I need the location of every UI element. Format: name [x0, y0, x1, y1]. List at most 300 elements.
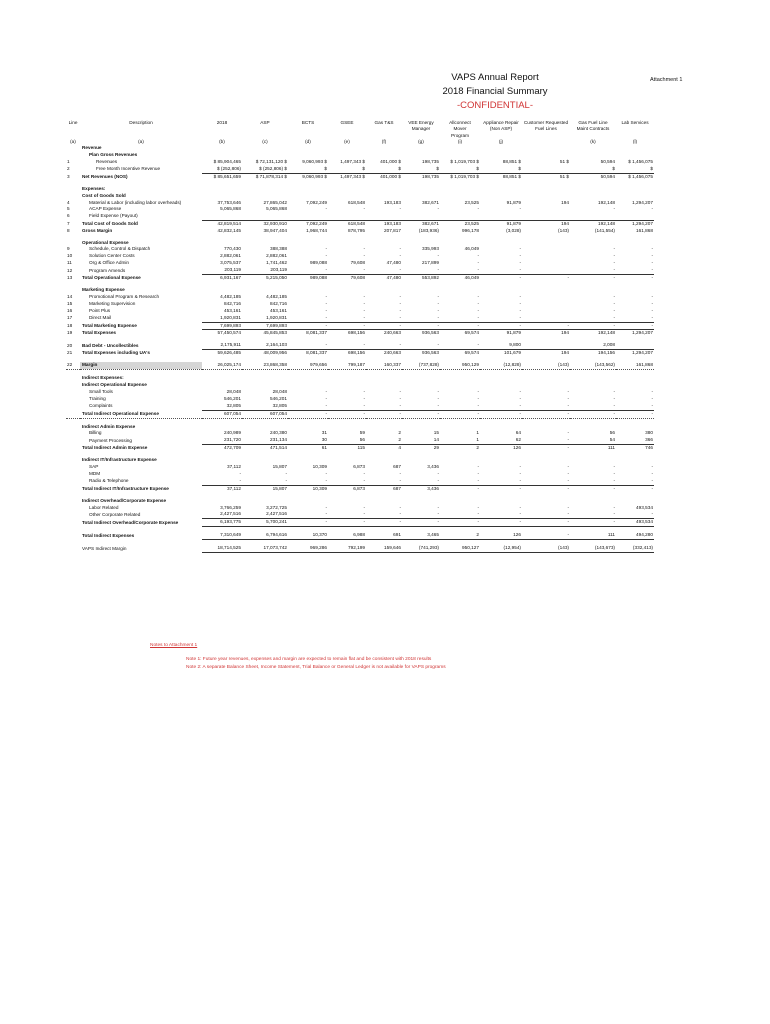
cell-asp: 38,947,404: [263, 227, 287, 233]
cell-customer-requested-fuel-lines: [522, 145, 570, 152]
cell-gsee: -: [363, 246, 365, 252]
cell-gsee: 618,548: [348, 220, 365, 226]
cell-bcts: -: [325, 388, 327, 394]
cell-customer-requested-fuel-lines: [522, 253, 570, 260]
cell-vee-energy-manager: -: [402, 519, 440, 527]
line-number: [66, 145, 80, 152]
cell-gas-fuel-line-maint: 50,594: [600, 159, 615, 164]
cell-2018: [202, 193, 242, 200]
cell-customer-requested-fuel-lines: [522, 166, 570, 173]
cell-gas-fuel-line-maint: -: [613, 485, 615, 491]
cell-vee-energy-manager: 198,735: [422, 159, 439, 164]
cell-appliance-repair: -: [480, 403, 522, 410]
cell-lab-services: -: [616, 478, 654, 485]
table-row: [66, 213, 654, 220]
cell-allconnect-mover-program: -: [477, 388, 479, 394]
row-description: Billing: [89, 430, 102, 436]
cell-vee-energy-manager: [402, 424, 440, 431]
table-row: [66, 287, 654, 294]
row-description: SAP: [89, 464, 99, 470]
cell-gas-fuel-line-maint: [570, 145, 616, 152]
cell-asp: 15,807: [272, 464, 287, 470]
cell-customer-requested-fuel-lines: -: [522, 478, 570, 485]
cell-gas-fuel-line-maint: (143,562): [570, 362, 616, 369]
cell-lab-services: 1,294,207: [632, 220, 653, 226]
cell-gsee: [328, 375, 366, 382]
table-row: [66, 375, 654, 382]
table-row: [66, 315, 654, 322]
table-row: [66, 246, 654, 253]
cell-allconnect-mover-program: -: [477, 206, 479, 212]
cell-lab-services: [616, 186, 654, 193]
cell-gas-ts: [366, 152, 402, 159]
cell-2018: [202, 382, 242, 389]
row-description: Total Expenses including UA's: [82, 350, 150, 356]
cell-allconnect-mover-program: $ 1,019,703 $: [450, 173, 479, 179]
line-number: [66, 505, 80, 512]
cell-lab-services: [616, 457, 654, 464]
cell-bcts: -: [325, 246, 327, 252]
cell-2018: 4,482,185: [220, 293, 241, 299]
line-number: [66, 287, 80, 294]
cell-gas-fuel-line-maint: [570, 498, 616, 505]
cell-vee-energy-manager: -: [402, 315, 440, 322]
cell-vee-energy-manager: 382,671: [422, 199, 439, 205]
cell-gas-ts: -: [366, 315, 402, 322]
cell-gas-fuel-line-maint: -: [570, 519, 616, 527]
row-description: Complaints: [89, 403, 113, 409]
cell-bcts: -: [325, 504, 327, 510]
cell-2018: $ 85,651,659: [213, 173, 241, 179]
line-number: [66, 464, 80, 471]
cell-appliance-repair: -: [519, 246, 521, 252]
cell-appliance-repair: -: [519, 300, 521, 306]
cell-2018: [202, 424, 242, 431]
cell-gas-fuel-line-maint: -: [613, 504, 615, 510]
cell-2018: [202, 145, 242, 152]
cell-customer-requested-fuel-lines: -: [567, 388, 569, 394]
cell-vee-energy-manager: 217,899: [422, 260, 439, 266]
cell-vee-energy-manager: [402, 186, 440, 193]
cell-gsee: 878,795: [348, 227, 365, 233]
line-number: 2: [67, 166, 70, 172]
cell-lab-services: 161,868: [616, 362, 654, 369]
table-row: [66, 464, 654, 471]
cell-appliance-repair: 9,800: [480, 342, 522, 349]
cell-gas-ts: 47,480: [386, 275, 401, 281]
cell-2018: [202, 152, 242, 159]
cell-gas-fuel-line-maint: 192,148: [598, 199, 615, 205]
cell-asp: 5,065,868: [266, 206, 287, 212]
cell-customer-requested-fuel-lines: [522, 206, 570, 213]
cell-bcts: 7,092,249: [306, 220, 327, 226]
cell-gas-ts: [366, 213, 402, 220]
cell-customer-requested-fuel-lines: [522, 301, 570, 308]
row-description: Total Expenses: [82, 330, 117, 336]
cell-gas-ts: -: [399, 388, 401, 394]
cell-bcts: -: [325, 293, 327, 299]
cell-gas-ts: 2: [398, 430, 401, 436]
cell-2018: 546,201: [224, 395, 241, 401]
row-description: Total Indirect IT/Infrastructure Expense: [82, 485, 169, 491]
cell-vee-energy-manager: [402, 213, 440, 220]
column-header-bcts: BCTS: [301, 120, 315, 125]
cell-allconnect-mover-program: 2: [440, 532, 480, 539]
line-number: [66, 498, 80, 505]
cell-customer-requested-fuel-lines: [522, 246, 570, 253]
cell-bcts: 9,060,993 $: [302, 159, 327, 164]
cell-2018: [202, 186, 242, 193]
table-row: [66, 382, 654, 389]
cell-vee-energy-manager: 936,563: [422, 330, 439, 336]
cell-asp: [242, 287, 288, 294]
table-row: [66, 424, 654, 431]
cell-gas-ts: 691: [366, 532, 402, 539]
line-number: 19: [67, 330, 73, 336]
cell-2018: [202, 240, 242, 247]
cell-gsee: -: [328, 267, 366, 274]
cell-bcts: [288, 424, 328, 431]
cell-vee-energy-manager: 553,892: [422, 275, 439, 281]
cell-allconnect-mover-program: -: [477, 300, 479, 306]
cell-gas-ts: 401,000 $: [380, 173, 401, 179]
column-header-allconnect-mover-program: Allconnect: [449, 120, 471, 125]
cell-appliance-repair: [480, 424, 522, 431]
cell-gas-fuel-line-maint: [570, 213, 616, 220]
cell-allconnect-mover-program: -: [440, 267, 480, 274]
cell-bcts: [288, 145, 328, 152]
cell-lab-services: 1,294,207: [632, 350, 653, 356]
cell-asp: 32,930,910: [263, 220, 287, 226]
cell-gsee: $: [328, 166, 366, 173]
table-row: [66, 267, 654, 274]
cell-2018: 842,716: [224, 300, 241, 306]
cell-bcts: 10,370: [288, 532, 328, 539]
row-description: Cost of Goods Sold: [82, 192, 126, 198]
table-row: [66, 545, 654, 552]
cell-customer-requested-fuel-lines: [522, 193, 570, 200]
row-description: ACAP Expense: [89, 206, 122, 212]
cell-2018: 37,112: [227, 464, 241, 470]
cell-gas-fuel-line-maint: -: [613, 300, 615, 306]
cell-asp: [242, 424, 288, 431]
cell-gsee: [328, 145, 366, 152]
cell-lab-services: -: [616, 403, 654, 410]
row-description: Other Corporate Related: [89, 511, 141, 517]
cell-customer-requested-fuel-lines: [522, 152, 570, 159]
cell-gsee: [328, 382, 366, 389]
table-row: [66, 457, 654, 464]
column-header-customer-requested-fuel-lines: Customer Requested: [523, 120, 569, 125]
line-number: 10: [67, 253, 73, 259]
column-header-customer-requested-fuel-lines: Fuel Lines: [535, 126, 557, 132]
cell-gas-fuel-line-maint: -: [613, 307, 615, 313]
cell-lab-services: -: [651, 293, 653, 299]
cell-gsee: -: [363, 388, 365, 394]
cell-customer-requested-fuel-lines: (143): [522, 362, 570, 369]
cell-customer-requested-fuel-lines: [522, 457, 570, 464]
cell-appliance-repair: -: [519, 275, 521, 281]
row-description: Program Amends: [89, 267, 126, 273]
cell-bcts: 969,286: [288, 545, 328, 552]
cell-gsee: 6,873: [353, 485, 365, 491]
cell-allconnect-mover-program: -: [440, 342, 480, 349]
cell-customer-requested-fuel-lines: [522, 287, 570, 294]
cell-asp: 203,119: [242, 267, 288, 274]
cell-gas-fuel-line-maint: -: [570, 315, 616, 322]
cell-gsee: 1,497,343 $: [340, 173, 365, 179]
cell-gas-fuel-line-maint: -: [613, 388, 615, 394]
cell-vee-energy-manager: [402, 240, 440, 247]
financial-summary-table: [66, 120, 654, 553]
cell-allconnect-mover-program: -: [440, 511, 480, 518]
cell-gsee: -: [328, 478, 366, 485]
cell-bcts: -: [288, 478, 328, 485]
cell-lab-services: -: [616, 410, 654, 418]
cell-customer-requested-fuel-lines: 194: [561, 330, 569, 336]
cell-appliance-repair: -: [519, 485, 521, 491]
table-row: [66, 330, 654, 337]
row-description: Training: [89, 395, 106, 401]
cell-vee-energy-manager: 198,735: [422, 173, 439, 179]
cell-allconnect-mover-program: [440, 424, 480, 431]
cell-appliance-repair: 101,679: [504, 350, 521, 356]
cell-allconnect-mover-program: 69,574: [464, 350, 479, 356]
cell-2018: $ (252,806): [202, 166, 242, 173]
column-header-2018: (b): [219, 138, 225, 144]
cell-customer-requested-fuel-lines: -: [522, 511, 570, 518]
cell-allconnect-mover-program: -: [440, 519, 480, 527]
cell-2018: 42,832,145: [217, 227, 241, 233]
cell-appliance-repair: -: [519, 293, 521, 299]
table-row: [66, 173, 654, 180]
cell-bcts: 989,088: [310, 260, 327, 266]
cell-gsee: [328, 424, 366, 431]
cell-vee-energy-manager: [402, 498, 440, 505]
cell-gas-fuel-line-maint: -: [613, 464, 615, 470]
cell-customer-requested-fuel-lines: [522, 382, 570, 389]
cell-gsee: -: [363, 293, 365, 299]
cell-customer-requested-fuel-lines: -: [567, 464, 569, 470]
cell-gsee: -: [363, 253, 365, 259]
cell-gas-ts: $: [366, 166, 402, 173]
cell-gas-fuel-line-maint: 194,156: [598, 350, 615, 356]
cell-2018: 5,065,868: [220, 206, 241, 212]
row-description: Total Indirect Operational Expense: [80, 410, 202, 418]
cell-lab-services: [616, 382, 654, 389]
cell-vee-energy-manager: 15: [433, 430, 439, 436]
cell-gsee: 115: [357, 445, 365, 451]
cell-appliance-repair: [480, 145, 522, 152]
cell-appliance-repair: -: [480, 519, 522, 527]
cell-appliance-repair: [480, 193, 522, 200]
cell-gsee: [328, 240, 366, 247]
cell-bcts: 61: [321, 445, 327, 451]
cell-vee-energy-manager: -: [437, 504, 439, 510]
cell-gas-fuel-line-maint: -: [570, 267, 616, 274]
line-number: [66, 375, 80, 382]
note-2: Note 2: A separate Balance Sheet, Income Statement, Trial Balance or General Ledger is not available for VAPS programs: [186, 665, 446, 670]
cell-2018: [202, 287, 242, 294]
cell-asp: 23,868,358: [242, 362, 288, 369]
row-description: Total Indirect Overhead/Corporate Expense: [82, 519, 179, 525]
table-row: [66, 322, 654, 330]
cell-gsee: -: [328, 410, 366, 418]
row-description: Point Plus: [89, 307, 111, 313]
cell-customer-requested-fuel-lines: [522, 424, 570, 431]
cell-vee-energy-manager: [402, 193, 440, 200]
row-description: Bad Debt - Uncollectibles: [82, 342, 139, 348]
cell-2018: 231,720: [202, 437, 242, 444]
column-header-vee-energy-manager: VEE Energy: [408, 120, 434, 125]
table-row: [66, 294, 654, 301]
cell-bcts: 7,092,249: [306, 199, 327, 205]
cell-allconnect-mover-program: -: [477, 464, 479, 470]
table-row: [66, 445, 654, 452]
cell-2018: [202, 498, 242, 505]
cell-appliance-repair: -: [519, 464, 521, 470]
cell-bcts: 989,088: [310, 275, 327, 281]
cell-customer-requested-fuel-lines: -: [567, 275, 569, 281]
cell-asp: $ (252,806) $: [242, 166, 288, 173]
cell-appliance-repair: -: [480, 267, 522, 274]
notes-link[interactable]: Notes to Attachment 1: [150, 643, 198, 648]
line-number: [66, 424, 80, 431]
cell-lab-services: [616, 287, 654, 294]
table-row: [66, 389, 654, 396]
cell-bcts: -: [325, 395, 327, 401]
cell-2018: 1,920,831: [202, 315, 242, 322]
cell-lab-services: 493,534: [616, 519, 654, 527]
cell-allconnect-mover-program: $ 1,019,703 $: [450, 159, 479, 164]
cell-bcts: -: [325, 300, 327, 306]
row-description: Indirect IT/Infrastructure Expense: [82, 457, 157, 463]
cell-appliance-repair: 62: [480, 437, 522, 444]
cell-lab-services: -: [651, 307, 653, 313]
cell-gsee: -: [328, 315, 366, 322]
cell-vee-energy-manager: [402, 375, 440, 382]
cell-vee-energy-manager: 3,436: [427, 485, 439, 491]
cell-appliance-repair: $: [480, 166, 522, 173]
cell-asp: 5,700,241: [242, 519, 288, 527]
table-row: [66, 350, 654, 357]
cell-lab-services: [616, 152, 654, 159]
cell-gas-ts: 193,183: [384, 220, 401, 226]
cell-lab-services: 494,280: [616, 532, 654, 539]
table-row: [66, 200, 654, 207]
cell-allconnect-mover-program: [440, 213, 480, 220]
cell-gas-fuel-line-maint: -: [613, 275, 615, 281]
cell-appliance-repair: -: [519, 395, 521, 401]
cell-allconnect-mover-program: 1: [476, 430, 479, 436]
cell-asp: [242, 375, 288, 382]
cell-gas-fuel-line-maint: -: [613, 206, 615, 212]
cell-lab-services: -: [616, 267, 654, 274]
row-description: Total Indirect Expenses: [82, 532, 135, 538]
column-header-allconnect-mover-program: (i): [457, 138, 463, 144]
row-description: Promotional Program & Research: [89, 293, 160, 299]
row-description: Material & Labor (including labor overheads): [89, 199, 182, 205]
line-number: 21: [67, 350, 73, 356]
cell-allconnect-mover-program: -: [440, 322, 480, 330]
cell-allconnect-mover-program: [440, 145, 480, 152]
cell-2018: 607,054: [202, 410, 242, 418]
column-header-gas-ts: Gas T&S: [374, 120, 394, 125]
cell-appliance-repair: -: [480, 478, 522, 485]
cell-lab-services: -: [651, 300, 653, 306]
cell-gas-ts: 207,817: [384, 227, 401, 233]
column-header-lab-services: Lab Services: [621, 120, 649, 125]
cell-appliance-repair: 126: [513, 445, 521, 451]
cell-vee-energy-manager: [402, 152, 440, 159]
cell-gsee: 56: [328, 437, 366, 444]
cell-gas-ts: -: [399, 395, 401, 401]
cell-appliance-repair: 126: [480, 532, 522, 539]
cell-gas-ts: 2: [366, 437, 402, 444]
line-number: [66, 389, 80, 396]
cell-2018: 2,175,911: [202, 342, 242, 349]
table-row: [66, 505, 654, 512]
cell-allconnect-mover-program: -: [440, 315, 480, 322]
cell-2018: 203,119: [202, 267, 242, 274]
cell-asp: 4,482,185: [266, 293, 287, 299]
cell-gas-ts: -: [399, 300, 401, 306]
table-row: [66, 186, 654, 193]
column-header-asp: ASP: [260, 120, 270, 125]
cell-customer-requested-fuel-lines: -: [567, 485, 569, 491]
cell-appliance-repair: -: [519, 504, 521, 510]
cell-gsee: -: [328, 519, 366, 527]
cell-gsee: -: [363, 504, 365, 510]
cell-bcts: -: [288, 315, 328, 322]
note-1: Note 1: Future year revenues, expenses and margin are expected to remain flat and be consistent with 2018 results: [186, 657, 432, 662]
cell-appliance-repair: -: [519, 307, 521, 313]
cell-lab-services: $ 1,456,075: [628, 173, 653, 179]
column-header-vee-energy-manager: Manager: [411, 126, 431, 132]
cell-gas-fuel-line-maint: -: [570, 410, 616, 418]
cell-customer-requested-fuel-lines: -: [522, 410, 570, 418]
cell-customer-requested-fuel-lines: [522, 213, 570, 220]
cell-gsee: -: [363, 395, 365, 401]
cell-vee-energy-manager: -: [402, 511, 440, 518]
cell-bcts: -: [325, 470, 327, 476]
cell-vee-energy-manager: [402, 145, 440, 152]
cell-2018: 7,699,893: [202, 322, 242, 330]
row-description: Field Expense (Payout): [89, 213, 138, 219]
cell-asp: 231,134: [242, 437, 288, 444]
cell-gsee: 698,156: [348, 350, 365, 356]
cell-gsee: [328, 193, 366, 200]
column-header-gas-ts: (f): [381, 138, 387, 144]
cell-gas-ts: -: [399, 293, 401, 299]
cell-bcts: 10,309: [312, 485, 327, 491]
cell-gas-fuel-line-maint: 2,008: [570, 342, 616, 349]
cell-gsee: -: [363, 470, 365, 476]
cell-gas-fuel-line-maint: 192,148: [598, 220, 615, 226]
cell-asp: -: [242, 478, 288, 485]
cell-asp: 32,805: [242, 403, 288, 410]
cell-gsee: -: [328, 342, 366, 349]
cell-bcts: [288, 287, 328, 294]
cell-asp: 1,920,831: [242, 315, 288, 322]
cell-gsee: 79,608: [350, 260, 365, 266]
cell-bcts: 9,060,993 $: [302, 173, 327, 179]
cell-allconnect-mover-program: [440, 375, 480, 382]
line-number: [66, 403, 80, 410]
cell-gas-ts: -: [399, 246, 401, 252]
cell-vee-energy-manager: 936,563: [422, 350, 439, 356]
cell-vee-energy-manager: [402, 457, 440, 464]
